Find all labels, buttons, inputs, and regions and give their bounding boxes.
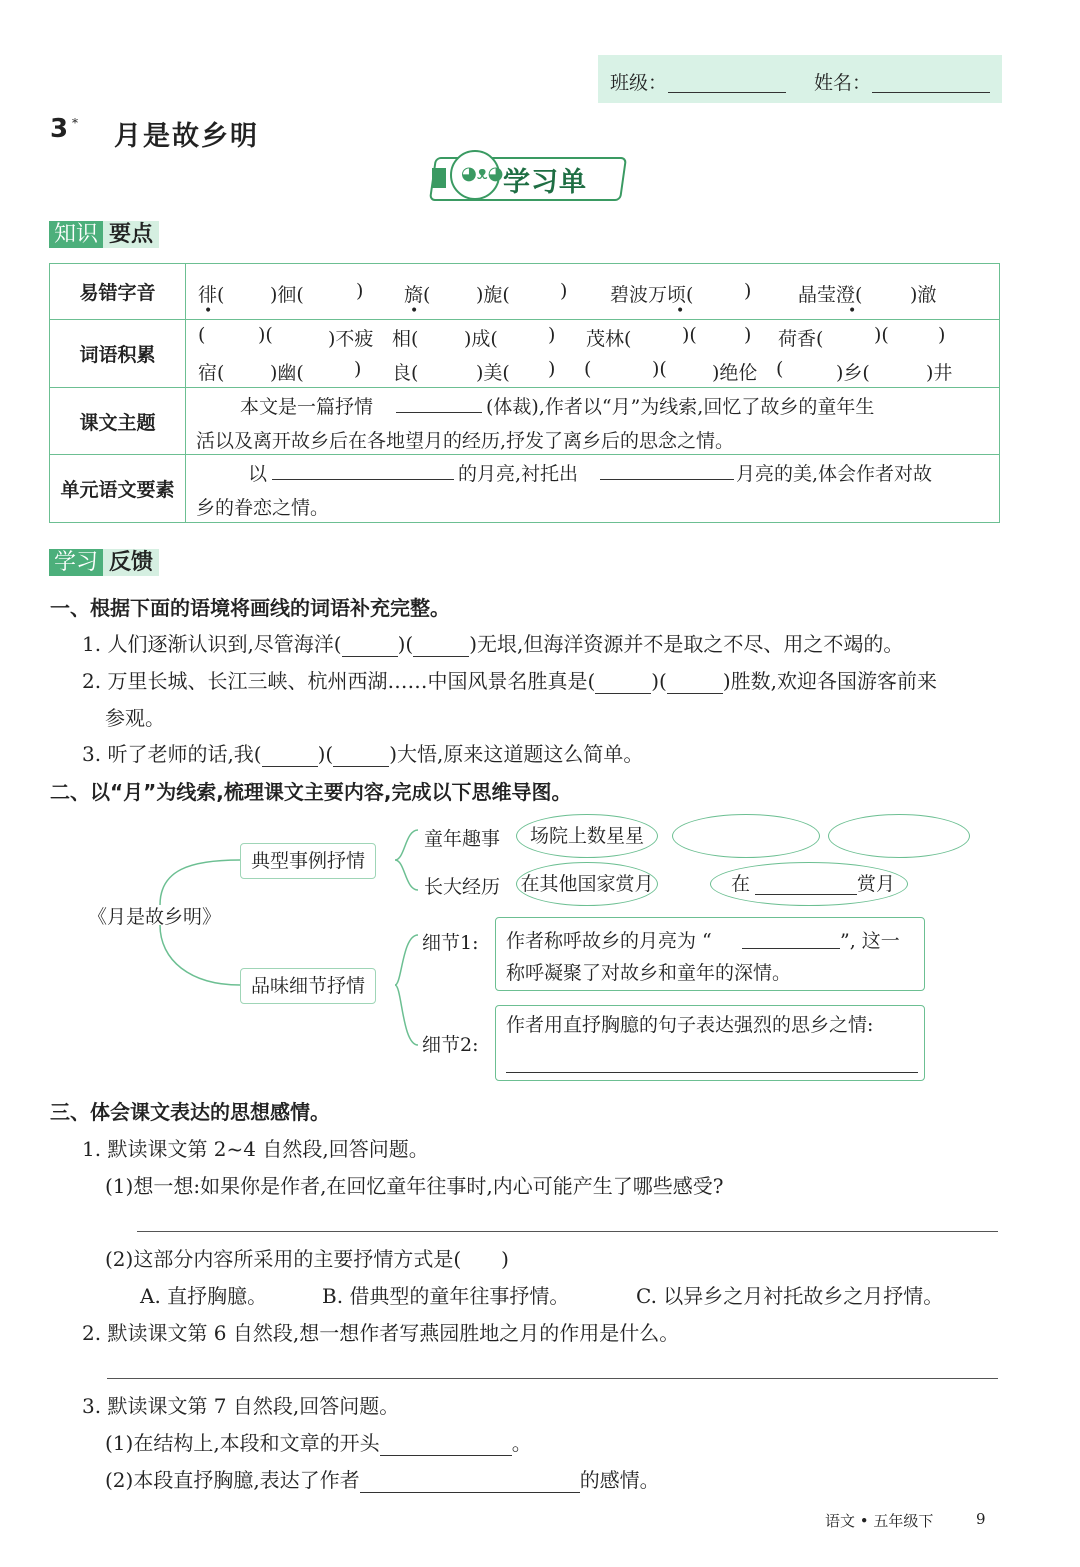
oval-place-text: 在 [731,873,751,895]
row-header-theme: 课文主题 [50,388,186,455]
vocab-item: )( [874,324,889,346]
pron-item: 晶莹澄( [798,284,863,306]
q1-item-2-text: )胜数,欢迎各国游客前来 [722,669,938,693]
oval-counting-stars: 场院上数星星 [516,814,658,858]
q1-item-1-text: 1. 人们逐渐认识到,尽管海洋( [82,632,342,656]
tiger-face-icon: ◕ᴥ◕ [461,163,504,184]
q3-item-3-sub-2-text: 的感情。 [579,1468,660,1492]
q1-item-2-text: )( [651,669,667,693]
pron-item: ) [356,280,364,302]
detail-2-text: 作者用直抒胸臆的句子表达强烈的思乡之情: [506,1014,874,1036]
pron-item: )徊( [270,284,304,306]
detail-2-answer-line[interactable] [506,1072,918,1073]
section-tag-a: 学习 [49,549,103,576]
worksheet-badge: 学习单 [503,167,587,198]
q3-item-3-sub-2-text: (2)本段直抒胸臆,表达了作者 [105,1468,360,1492]
q1-item-3-text: )( [317,742,334,766]
vocab-item: 良( [392,362,419,384]
row-header-unit-element: 单元语文要素 [50,455,186,523]
pron-item: )旎( [476,284,510,306]
vocab-item: ) [938,324,946,346]
question-2-title: 二、以“月”为线索,梳理课文主要内容,完成以下思维导图。 [50,780,572,804]
answer-line-1[interactable] [137,1231,998,1232]
theme-text-b: (体裁),作者以“月”为线索,回忆了故乡的童年生 [486,396,875,418]
oval-place-moon [710,862,908,906]
pron-item: ) [560,280,568,302]
vocab-item: ) [354,358,362,380]
q1-item-1-text: )无垠,但海洋资源并不是取之不尽、用之不竭的。 [469,632,904,656]
q3-item-3-sub-1-text: 。 [511,1431,532,1455]
lesson-star: * [72,116,78,130]
option-c[interactable]: C. 以异乡之月衬托故乡之月抒情。 [636,1284,944,1308]
question-3-title: 三、体会课文表达的思想感情。 [50,1100,330,1124]
vocab-item: )( [652,358,667,380]
vocab-item: ) [548,358,556,380]
vocab-item: )井 [926,362,953,384]
q3-item-1-sub-2: (2)这部分内容所采用的主要抒情方式是( ) [105,1247,509,1271]
q1-item-3-text: )大悟,原来这道题这么简单。 [389,742,644,766]
q1-item-3-text: 3. 听了老师的话,我( [82,742,262,766]
vocab-item: 宿( [198,362,225,384]
emphasis-dot-icon: • [410,303,419,319]
pron-item: 徘( [198,284,225,306]
pron-item: )澈 [910,284,937,306]
vocab-item: )( [258,324,273,346]
detail-1-label: 细节1: [422,932,479,954]
q3-item-3-sub-1 [105,1427,532,1456]
row-header-vocabulary: 词语积累 [50,320,186,388]
vocab-item: ( [584,358,592,380]
vocab-item: )乡( [836,362,870,384]
q1-item-1-text: )( [397,632,414,656]
pron-item: ) [744,280,752,302]
answer-line-2[interactable] [107,1378,998,1379]
structure-blank[interactable] [380,1433,512,1456]
detail-1-box [495,917,925,991]
vocab-item: )( [682,324,697,346]
q3-item-2: 2. 默读课文第 6 自然段,想一想作者写燕园胜地之月的作用是什么。 [82,1321,680,1345]
vocab-item: )绝伦 [712,362,758,384]
section-tag-b: 反馈 [103,549,159,576]
pron-item: 旖( [404,284,431,306]
lesson-title: 月是故乡明 [114,121,259,152]
vocab-item: ( [776,358,784,380]
oval-blank-1[interactable] [672,814,820,858]
detail-2-label: 细节2: [422,1034,479,1056]
mindmap-sub-childhood: 童年趣事 [424,828,501,850]
vocab-item: )成( [464,328,498,350]
theme-text-c: 活以及离开故乡后在各地望月的经历,抒发了离乡后的思念之情。 [196,430,735,452]
oval-other-countries: 在其他国家赏月 [516,862,658,906]
vocab-item: 荷香( [778,328,824,350]
q3-item-3: 3. 默读课文第 7 自然段,回答问题。 [82,1394,400,1418]
mindmap-root: 《月是故乡明》 [88,906,222,928]
detail-2-box [495,1005,925,1081]
row-header-pronunciation: 易错字音 [50,264,186,320]
class-label: 班级： [610,72,668,94]
detail-1-text: 作者称呼故乡的月亮为 “ [506,930,712,952]
option-b[interactable]: B. 借典型的童年往事抒情。 [322,1284,570,1308]
q3-item-1: 1. 默读课文第 2~4 自然段,回答问题。 [82,1137,429,1161]
vocab-item: ) [548,324,556,346]
section-tag-a: 知识 [49,221,103,248]
oval-place-text: 赏月 [857,873,896,895]
q1-item-2-cont: 参观。 [105,706,165,730]
emphasis-dot-icon: • [676,303,685,319]
unit-text-d: 乡的眷恋之情。 [196,497,330,519]
mindmap-branch-typical: 典型事例抒情 [240,843,376,879]
emphasis-dot-icon: • [848,303,857,319]
oval-blank-2[interactable] [828,814,970,858]
q3-item-1-sub-1: (1)想一想:如果你是作者,在回忆童年往事时,内心可能产生了哪些感受? [105,1174,724,1198]
q3-item-3-sub-2 [105,1464,660,1493]
q3-item-3-sub-1-text: (1)在结构上,本段和文章的开头 [105,1431,380,1455]
vocab-item: 相( [392,328,419,350]
detail-1-text: 称呼凝聚了对故乡和童年的深情。 [506,962,792,984]
page-number: 9 [976,1510,986,1528]
option-a[interactable]: A. 直抒胸臆。 [140,1284,268,1308]
vocab-item: )不疲 [328,328,374,350]
unit-text-a: 以 [248,463,268,485]
lesson-number: 3 [50,114,69,144]
theme-text-a: 本文是一篇抒情 [240,396,374,418]
mindmap-branch-detail: 品味细节抒情 [240,968,376,1004]
mindmap-sub-growing-up: 长大经历 [424,876,501,898]
moon-name-blank[interactable] [742,948,840,949]
vocab-item: ( [198,324,206,346]
unit-text-c: 月亮的美,体会作者对故 [736,463,933,485]
pron-item: 碧波万顷( [610,284,694,306]
section-tag-b: 要点 [103,221,159,248]
vocab-item: ) [744,324,752,346]
vocab-item: )幽( [270,362,304,384]
feeling-blank[interactable] [360,1470,580,1493]
name-label: 姓名： [814,72,872,94]
footer-subject: 语文 • 五年级下 [825,1512,934,1530]
unit-text-b: 的月亮,衬托出 [458,463,579,485]
question-1-title: 一、根据下面的语境将画线的词语补充完整。 [50,596,450,620]
vocab-item: 茂林( [586,328,632,350]
vocab-item: )美( [476,362,510,384]
q1-item-2-text: 2. 万里长城、长江三峡、杭州西湖……中国风景名胜真是( [82,669,596,693]
emphasis-dot-icon: • [204,303,213,319]
detail-1-text: ”, 这一 [840,930,900,952]
place-blank[interactable] [755,894,857,895]
